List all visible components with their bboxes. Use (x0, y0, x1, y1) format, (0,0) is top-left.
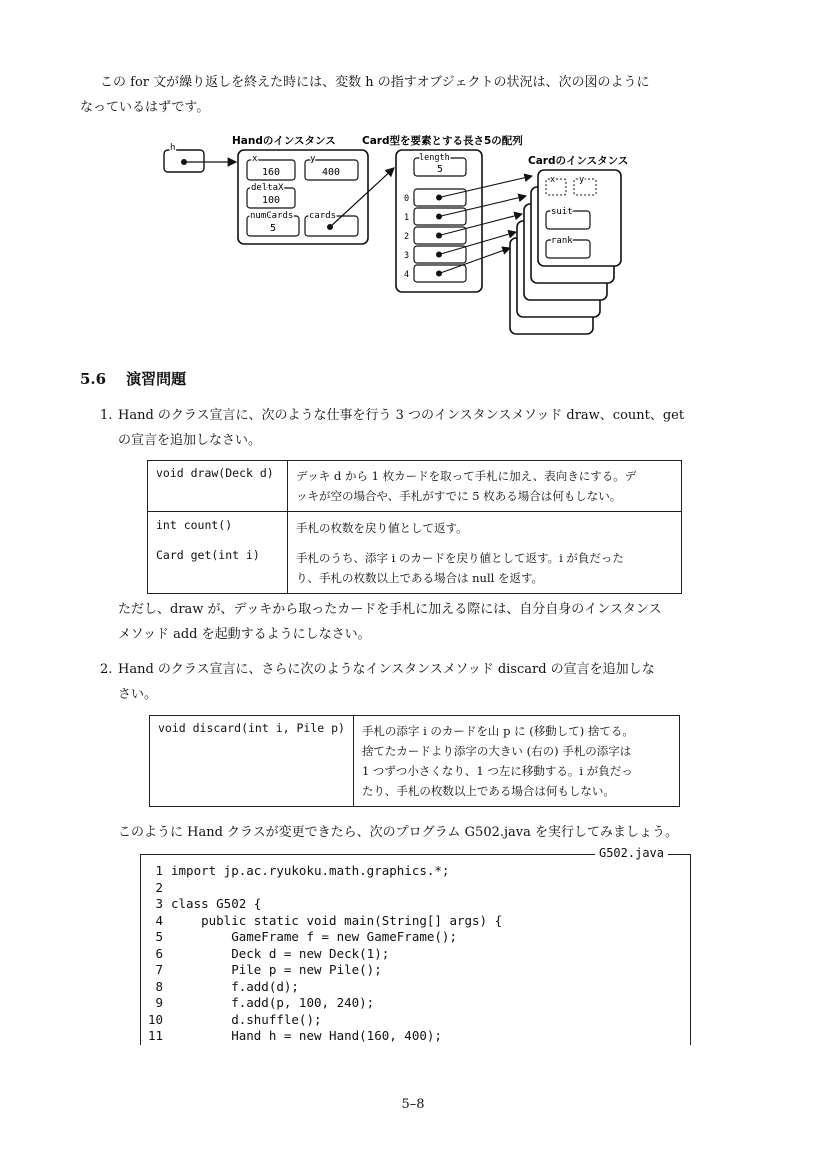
hand-field-y-value: 400 (321, 167, 341, 178)
card-field-y (574, 179, 596, 195)
q2-row-discard (150, 716, 680, 807)
var-h-label: h (170, 143, 176, 153)
code-line-text: f.add(d); (171, 978, 299, 994)
q1-method-table (147, 460, 682, 594)
code-line-number: 6 (155, 945, 163, 961)
q2-sig-discard: void discard(int i, Pile p) (150, 716, 354, 807)
array-index-label: 1 (404, 213, 410, 223)
hand-field-numcards-label: numCards (250, 211, 294, 221)
q1-row-count (148, 512, 682, 544)
object-diagram (150, 128, 650, 350)
code-line (141, 1012, 322, 1027)
closing-text: このように Hand クラスが変更できたら、次のプログラム G502.java を実行してみましょう。 (118, 825, 678, 840)
code-line (141, 946, 389, 961)
q1-after-1: ただし、draw が、デッキから取ったカードを手札に加える際には、自分自身のインスタンス (118, 602, 662, 617)
code-line (141, 995, 374, 1010)
q1-desc-draw-2: ッキが空の場合や、手札がすでに 5 枚ある場合は何もしない。 (296, 489, 622, 503)
code-line-text: GameFrame f = new GameFrame(); (171, 929, 457, 944)
array-length-value: 5 (437, 164, 443, 175)
code-line (141, 863, 449, 878)
code-line-number: 1 (155, 863, 163, 878)
q1-row-get (148, 543, 682, 594)
section-heading (80, 368, 186, 389)
q1-sig-draw: void draw(Deck d) (148, 461, 288, 512)
array-index-label: 3 (404, 251, 410, 261)
array-length-label: length (419, 153, 450, 163)
code-line (141, 880, 171, 895)
q1-desc-get-1: 手札のうち、添字 i のカードを戻り値として返す。i が負だった (296, 551, 624, 565)
q1-desc-draw-1: デッキ d から 1 枚カードを取って手札に加え、表向きにする。デ (296, 469, 637, 483)
code-line-text: class G502 { (171, 896, 262, 911)
q1-desc-draw (288, 461, 682, 512)
card-field-suit-label: suit (551, 207, 573, 217)
array-index-label: 2 (404, 232, 410, 242)
card-instance-title: Cardのインスタンス (528, 155, 629, 167)
q2-number: 2. (100, 662, 113, 677)
hand-field-cards-label: cards (309, 211, 337, 221)
q2-method-table (149, 715, 680, 807)
q2-desc-1: 手札の添字 i のカードを山 p に (移動して) 捨てる。 (361, 724, 634, 738)
code-line-number: 9 (155, 995, 163, 1010)
code-line-number: 4 (155, 912, 163, 928)
card-field-y-label: y (579, 175, 585, 185)
hand-field-x-label: x (252, 154, 258, 164)
code-line-text: f.add(p, 100, 240); (171, 995, 375, 1010)
hand-field-deltax-label: deltaX (251, 183, 284, 193)
page-number: 5–8 (401, 1097, 425, 1112)
intro-line-2: なっているはずです。 (80, 100, 210, 115)
code-line-number: 7 (155, 962, 163, 977)
code-line-text (163, 880, 171, 895)
array-index-label: 4 (404, 270, 410, 280)
code-line-number: 2 (155, 879, 163, 895)
q2-line-2: さい。 (118, 687, 158, 702)
code-line (141, 962, 382, 977)
q1-sig-count: int count() (148, 512, 288, 544)
q1-desc-get-2: り、手札の枚数以上である場合は null を返す。 (296, 571, 544, 585)
q2-desc-discard (353, 716, 679, 807)
code-line-number: 5 (155, 929, 163, 944)
code-line-number: 3 (155, 896, 163, 911)
code-line-text: Pile p = new Pile(); (171, 962, 382, 977)
section-number: 5.6 (80, 370, 107, 388)
code-line-number: 8 (155, 978, 163, 994)
card-field-x (546, 179, 566, 195)
code-line (141, 1028, 442, 1043)
card-field-x-label: x (550, 175, 556, 185)
hand-field-deltax-value: 100 (261, 195, 281, 206)
array-index-label: 0 (404, 194, 410, 204)
q2-line-1: Hand のクラス宣言に、さらに次のようなインスタンスメソッド discard の宣言を追加しな (118, 662, 655, 677)
code-line-number: 11 (147, 1028, 163, 1043)
intro-line-1: この for 文が繰り返しを終えた時には、変数 h の指すオブジェクトの状況は、次の図のように (100, 75, 650, 90)
code-filename: G502.java (595, 846, 668, 860)
code-line (141, 896, 261, 911)
code-line-text: Hand h = new Hand(160, 400); (171, 1028, 442, 1043)
q1-number: 1. (100, 408, 113, 423)
code-line-text: import jp.ac.ryukoku.math.graphics.*; (171, 863, 450, 878)
q1-after-2: メソッド add を起動するようにしなさい。 (118, 627, 371, 642)
code-line (141, 979, 299, 994)
code-listing (140, 846, 691, 1045)
code-line-text: Deck d = new Deck(1); (171, 945, 390, 961)
code-line-number: 10 (147, 1011, 163, 1027)
hand-field-numcards-value: 5 (269, 223, 277, 234)
code-line (141, 913, 502, 928)
section-title: 演習問題 (126, 370, 187, 388)
q1-row-draw (148, 461, 682, 512)
card-field-rank-label: rank (551, 236, 573, 246)
hand-instance-title: Handのインスタンス (232, 135, 336, 147)
q1-line-1: Hand のクラス宣言に、次のような仕事を行う 3 つのインスタンスメソッド draw、count、get (118, 408, 685, 423)
code-line-text: d.shuffle(); (171, 1011, 322, 1027)
q2-desc-4: たり、手札の枚数以上である場合は何もしない。 (361, 784, 615, 798)
array-title: Card型を要素とする長さ5の配列 (362, 135, 523, 147)
hand-field-x-value: 160 (261, 167, 281, 178)
q2-desc-3: 1 つずつ小さくなり、1 つ左に移動する。i が負だっ (361, 764, 633, 778)
q1-line-2: の宣言を追加しなさい。 (118, 433, 262, 448)
q1-sig-get: Card get(int i) (148, 543, 288, 594)
q1-desc-count: 手札の枚数を戻り値として返す。 (288, 512, 682, 544)
q2-desc-2: 捨てたカードより添字の大きい (右の) 手札の添字は (361, 744, 632, 758)
code-line-text: public static void main(String[] args) { (171, 912, 503, 928)
code-line (141, 929, 457, 944)
hand-field-y-label: y (310, 154, 316, 164)
q1-desc-get (288, 543, 682, 594)
